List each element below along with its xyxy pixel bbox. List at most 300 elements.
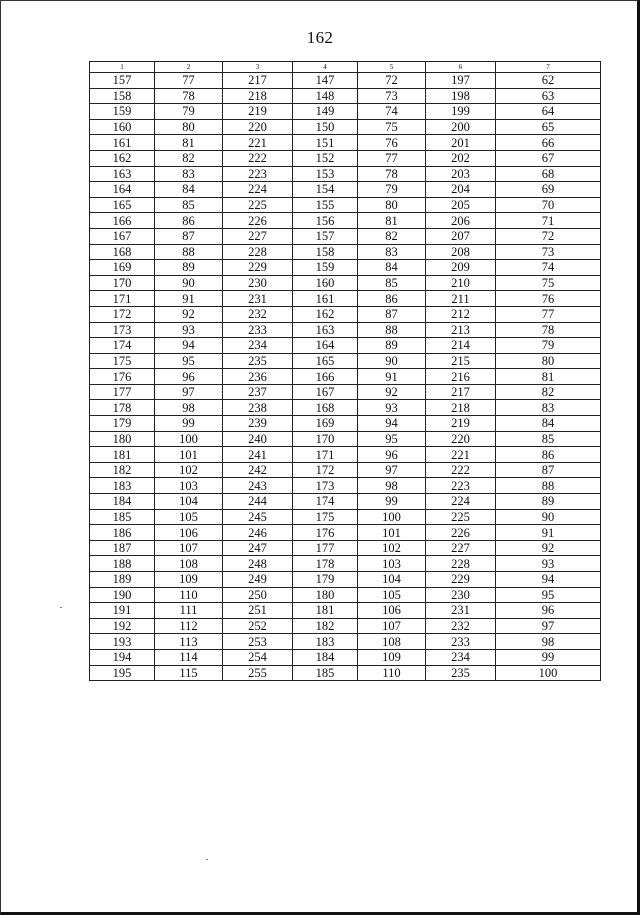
table-cell: 82: [496, 384, 601, 400]
table-cell: 77: [155, 73, 223, 89]
table-cell: 220: [426, 431, 496, 447]
table-cell: 181: [90, 447, 155, 463]
table-cell: 198: [426, 88, 496, 104]
table-cell: 97: [496, 618, 601, 634]
table-cell: 200: [426, 119, 496, 135]
table-cell: 87: [155, 228, 223, 244]
table-cell: 242: [223, 462, 293, 478]
table-cell: 219: [223, 104, 293, 120]
table-cell: 77: [496, 306, 601, 322]
table-cell: 95: [155, 353, 223, 369]
table-cell: 76: [358, 135, 426, 151]
table-row: [90, 540, 601, 556]
table-row: [90, 556, 601, 572]
table-cell: 97: [155, 384, 223, 400]
table-cell: 185: [293, 665, 358, 681]
table-cell: 77: [358, 150, 426, 166]
table-cell: 160: [90, 119, 155, 135]
table-cell: 212: [426, 306, 496, 322]
table-row: [90, 166, 601, 182]
table-cell: 204: [426, 182, 496, 198]
table-cell: 89: [496, 494, 601, 510]
table-row: [90, 572, 601, 588]
table-cell: 179: [293, 572, 358, 588]
table-cell: 74: [496, 260, 601, 276]
table-cell: 255: [223, 665, 293, 681]
column-header-6: 6: [426, 62, 496, 73]
table-cell: 71: [496, 213, 601, 229]
table-cell: 147: [293, 73, 358, 89]
table-cell: 98: [155, 400, 223, 416]
table-cell: 90: [358, 353, 426, 369]
table-cell: 177: [90, 384, 155, 400]
table-cell: 173: [293, 478, 358, 494]
table-cell: 94: [496, 572, 601, 588]
table-cell: 87: [496, 462, 601, 478]
table-cell: 228: [223, 244, 293, 260]
table-cell: 183: [90, 478, 155, 494]
table-cell: 84: [496, 416, 601, 432]
table-header: [90, 62, 601, 73]
page-number: 162: [306, 28, 334, 47]
column-header-3: 3: [223, 62, 293, 73]
table-cell: 86: [496, 447, 601, 463]
table-row: [90, 509, 601, 525]
table-cell: 251: [223, 603, 293, 619]
table-cell: 205: [426, 197, 496, 213]
table-row: [90, 400, 601, 416]
column-header-1: 1: [90, 62, 155, 73]
table-cell: 85: [358, 275, 426, 291]
table-cell: 239: [223, 416, 293, 432]
table-cell: 67: [496, 150, 601, 166]
table-cell: 72: [358, 73, 426, 89]
table-cell: 170: [293, 431, 358, 447]
table-cell: 184: [90, 494, 155, 510]
table-cell: 73: [496, 244, 601, 260]
table-cell: 235: [223, 353, 293, 369]
table-cell: 66: [496, 135, 601, 151]
table-row: [90, 369, 601, 385]
table-cell: 150: [293, 119, 358, 135]
table-cell: 69: [496, 182, 601, 198]
table-cell: 234: [223, 338, 293, 354]
table-cell: 233: [223, 322, 293, 338]
table-cell: 72: [496, 228, 601, 244]
table-cell: 174: [293, 494, 358, 510]
table-cell: 201: [426, 135, 496, 151]
table-cell: 156: [293, 213, 358, 229]
table-cell: 89: [155, 260, 223, 276]
table-cell: 85: [496, 431, 601, 447]
table-cell: 172: [293, 462, 358, 478]
table-cell: 107: [358, 618, 426, 634]
table-cell: 203: [426, 166, 496, 182]
table-cell: 161: [293, 291, 358, 307]
table-cell: 169: [293, 416, 358, 432]
table-cell: 88: [496, 478, 601, 494]
table-cell: 65: [496, 119, 601, 135]
table-cell: 88: [155, 244, 223, 260]
table-cell: 160: [293, 275, 358, 291]
table-cell: 218: [223, 88, 293, 104]
table-row: [90, 135, 601, 151]
table-cell: 181: [293, 603, 358, 619]
table-cell: 149: [293, 104, 358, 120]
table-cell: 208: [426, 244, 496, 260]
table-cell: 243: [223, 478, 293, 494]
table-cell: 83: [496, 400, 601, 416]
table-cell: 84: [155, 182, 223, 198]
table-row: [90, 197, 601, 213]
table-cell: 209: [426, 260, 496, 276]
table-cell: 229: [426, 572, 496, 588]
table-row: [90, 587, 601, 603]
table-row: [90, 306, 601, 322]
table-cell: 82: [358, 228, 426, 244]
table-cell: 91: [496, 525, 601, 541]
column-header-5: 5: [358, 62, 426, 73]
table-cell: 153: [293, 166, 358, 182]
table-cell: 157: [293, 228, 358, 244]
table-cell: 221: [426, 447, 496, 463]
table-cell: 167: [293, 384, 358, 400]
table-cell: 185: [90, 509, 155, 525]
table-cell: 236: [223, 369, 293, 385]
table-row: [90, 353, 601, 369]
table-cell: 91: [358, 369, 426, 385]
table-cell: 225: [223, 197, 293, 213]
table-cell: 75: [358, 119, 426, 135]
table-cell: 152: [293, 150, 358, 166]
table-cell: 219: [426, 416, 496, 432]
table-cell: 104: [358, 572, 426, 588]
table-cell: 159: [90, 104, 155, 120]
table-cell: 114: [155, 649, 223, 665]
table-cell: 223: [426, 478, 496, 494]
table-cell: 253: [223, 634, 293, 650]
table-cell: 107: [155, 540, 223, 556]
table-cell: 175: [293, 509, 358, 525]
table-row: [90, 447, 601, 463]
table-row: [90, 244, 601, 260]
table-cell: 110: [358, 665, 426, 681]
table-cell: 74: [358, 104, 426, 120]
table-cell: 95: [358, 431, 426, 447]
table-cell: 161: [90, 135, 155, 151]
table-cell: 206: [426, 213, 496, 229]
table-row: [90, 384, 601, 400]
table-cell: 68: [496, 166, 601, 182]
table-cell: 189: [90, 572, 155, 588]
table-cell: 195: [90, 665, 155, 681]
table-cell: 88: [358, 322, 426, 338]
table-row: [90, 104, 601, 120]
table-cell: 171: [90, 291, 155, 307]
table-cell: 216: [426, 369, 496, 385]
table-cell: 79: [496, 338, 601, 354]
table-cell: 63: [496, 88, 601, 104]
table-cell: 104: [155, 494, 223, 510]
table-cell: 103: [358, 556, 426, 572]
table-cell: 232: [426, 618, 496, 634]
table-cell: 106: [155, 525, 223, 541]
table-cell: 90: [496, 509, 601, 525]
table-cell: 163: [90, 166, 155, 182]
table-cell: 182: [90, 462, 155, 478]
table-row: [90, 431, 601, 447]
table-cell: 110: [155, 587, 223, 603]
table-cell: 221: [223, 135, 293, 151]
table-cell: 235: [426, 665, 496, 681]
table-cell: 162: [293, 306, 358, 322]
table-cell: 228: [426, 556, 496, 572]
table-cell: 168: [90, 244, 155, 260]
table-cell: 245: [223, 509, 293, 525]
table-cell: 178: [293, 556, 358, 572]
table-row: [90, 88, 601, 104]
table-cell: 164: [293, 338, 358, 354]
table-cell: 158: [293, 244, 358, 260]
table-cell: 248: [223, 556, 293, 572]
table-cell: 90: [155, 275, 223, 291]
table-row: [90, 291, 601, 307]
table-cell: 80: [155, 119, 223, 135]
table-cell: 78: [496, 322, 601, 338]
table-cell: 89: [358, 338, 426, 354]
table-cell: 99: [155, 416, 223, 432]
table-cell: 233: [426, 634, 496, 650]
table-cell: 101: [358, 525, 426, 541]
table-cell: 165: [90, 197, 155, 213]
table-cell: 98: [496, 634, 601, 650]
table-cell: 226: [223, 213, 293, 229]
table-cell: 191: [90, 603, 155, 619]
column-header-7: 7: [496, 62, 601, 73]
table-cell: 217: [426, 384, 496, 400]
table-row: [90, 462, 601, 478]
table-cell: 148: [293, 88, 358, 104]
table-cell: 249: [223, 572, 293, 588]
table-cell: 176: [293, 525, 358, 541]
table-cell: 220: [223, 119, 293, 135]
table-cell: 164: [90, 182, 155, 198]
column-header-2: 2: [155, 62, 223, 73]
table-cell: 246: [223, 525, 293, 541]
table-cell: 170: [90, 275, 155, 291]
table-cell: 207: [426, 228, 496, 244]
table-cell: 247: [223, 540, 293, 556]
table-row: [90, 665, 601, 681]
table-cell: 75: [496, 275, 601, 291]
table-cell: 92: [155, 306, 223, 322]
table-cell: 108: [155, 556, 223, 572]
table-cell: 241: [223, 447, 293, 463]
table-cell: 188: [90, 556, 155, 572]
table-cell: 81: [496, 369, 601, 385]
table-row: [90, 416, 601, 432]
table-cell: 240: [223, 431, 293, 447]
table-cell: 100: [155, 431, 223, 447]
table-cell: 93: [358, 400, 426, 416]
scan-speck: [206, 859, 208, 860]
table-cell: 214: [426, 338, 496, 354]
table-row: [90, 182, 601, 198]
table-row: [90, 213, 601, 229]
table-cell: 97: [358, 462, 426, 478]
table-cell: 222: [223, 150, 293, 166]
table-row: [90, 618, 601, 634]
data-table-container: [89, 61, 600, 681]
table-cell: 252: [223, 618, 293, 634]
table-cell: 180: [293, 587, 358, 603]
table-cell: 254: [223, 649, 293, 665]
table-cell: 105: [155, 509, 223, 525]
table-row: [90, 322, 601, 338]
table-cell: 86: [155, 213, 223, 229]
table-cell: 93: [496, 556, 601, 572]
table-cell: 98: [358, 478, 426, 494]
table-cell: 231: [426, 603, 496, 619]
table-cell: 80: [496, 353, 601, 369]
table-cell: 213: [426, 322, 496, 338]
table-cell: 92: [358, 384, 426, 400]
table-cell: 202: [426, 150, 496, 166]
table-cell: 94: [155, 338, 223, 354]
table-cell: 100: [358, 509, 426, 525]
table-cell: 62: [496, 73, 601, 89]
table-cell: 157: [90, 73, 155, 89]
table-cell: 226: [426, 525, 496, 541]
table-cell: 165: [293, 353, 358, 369]
table-cell: 197: [426, 73, 496, 89]
table-row: [90, 634, 601, 650]
table-cell: 70: [496, 197, 601, 213]
table-cell: 173: [90, 322, 155, 338]
table-cell: 166: [293, 369, 358, 385]
table-row: [90, 338, 601, 354]
table-row: [90, 603, 601, 619]
table-cell: 105: [358, 587, 426, 603]
table-cell: 168: [293, 400, 358, 416]
table-cell: 166: [90, 213, 155, 229]
table-cell: 111: [155, 603, 223, 619]
table-row: [90, 150, 601, 166]
table-cell: 179: [90, 416, 155, 432]
table-cell: 102: [155, 462, 223, 478]
table-cell: 237: [223, 384, 293, 400]
table-cell: 171: [293, 447, 358, 463]
table-cell: 194: [90, 649, 155, 665]
table-cell: 109: [155, 572, 223, 588]
table-cell: 229: [223, 260, 293, 276]
table-cell: 238: [223, 400, 293, 416]
table-row: [90, 228, 601, 244]
table-cell: 174: [90, 338, 155, 354]
table-cell: 95: [496, 587, 601, 603]
table-cell: 223: [223, 166, 293, 182]
table-cell: 93: [155, 322, 223, 338]
table-row: [90, 275, 601, 291]
table-cell: 169: [90, 260, 155, 276]
table-cell: 224: [223, 182, 293, 198]
table-cell: 250: [223, 587, 293, 603]
table-cell: 100: [496, 665, 601, 681]
table-cell: 81: [155, 135, 223, 151]
table-cell: 234: [426, 649, 496, 665]
table-cell: 178: [90, 400, 155, 416]
table-cell: 64: [496, 104, 601, 120]
table-cell: 227: [223, 228, 293, 244]
table-cell: 85: [155, 197, 223, 213]
table-cell: 96: [358, 447, 426, 463]
table-cell: 163: [293, 322, 358, 338]
table-cell: 106: [358, 603, 426, 619]
table-cell: 87: [358, 306, 426, 322]
table-cell: 230: [223, 275, 293, 291]
table-cell: 162: [90, 150, 155, 166]
table-cell: 217: [223, 73, 293, 89]
table-cell: 232: [223, 306, 293, 322]
table-cell: 82: [155, 150, 223, 166]
table-cell: 244: [223, 494, 293, 510]
header-row: [90, 62, 601, 73]
table-cell: 222: [426, 462, 496, 478]
table-cell: 109: [358, 649, 426, 665]
table-cell: 227: [426, 540, 496, 556]
table-cell: 155: [293, 197, 358, 213]
table-body: [90, 73, 601, 681]
table-cell: 180: [90, 431, 155, 447]
table-cell: 103: [155, 478, 223, 494]
table-cell: 99: [496, 649, 601, 665]
table-cell: 210: [426, 275, 496, 291]
table-cell: 83: [358, 244, 426, 260]
table-cell: 79: [358, 182, 426, 198]
table-cell: 224: [426, 494, 496, 510]
table-row: [90, 119, 601, 135]
table-cell: 79: [155, 104, 223, 120]
table-cell: 113: [155, 634, 223, 650]
table-cell: 154: [293, 182, 358, 198]
table-cell: 175: [90, 353, 155, 369]
table-cell: 102: [358, 540, 426, 556]
table-cell: 211: [426, 291, 496, 307]
table-cell: 230: [426, 587, 496, 603]
table-cell: 176: [90, 369, 155, 385]
table-cell: 101: [155, 447, 223, 463]
table-cell: 78: [358, 166, 426, 182]
data-table: [89, 61, 601, 681]
table-cell: 115: [155, 665, 223, 681]
table-cell: 84: [358, 260, 426, 276]
table-cell: 184: [293, 649, 358, 665]
table-cell: 218: [426, 400, 496, 416]
table-cell: 92: [496, 540, 601, 556]
table-cell: 151: [293, 135, 358, 151]
table-cell: 80: [358, 197, 426, 213]
table-cell: 158: [90, 88, 155, 104]
table-cell: 231: [223, 291, 293, 307]
table-cell: 215: [426, 353, 496, 369]
table-row: [90, 260, 601, 276]
table-cell: 225: [426, 509, 496, 525]
table-row: [90, 494, 601, 510]
table-cell: 112: [155, 618, 223, 634]
table-cell: 86: [358, 291, 426, 307]
table-row: [90, 73, 601, 89]
table-cell: 96: [496, 603, 601, 619]
